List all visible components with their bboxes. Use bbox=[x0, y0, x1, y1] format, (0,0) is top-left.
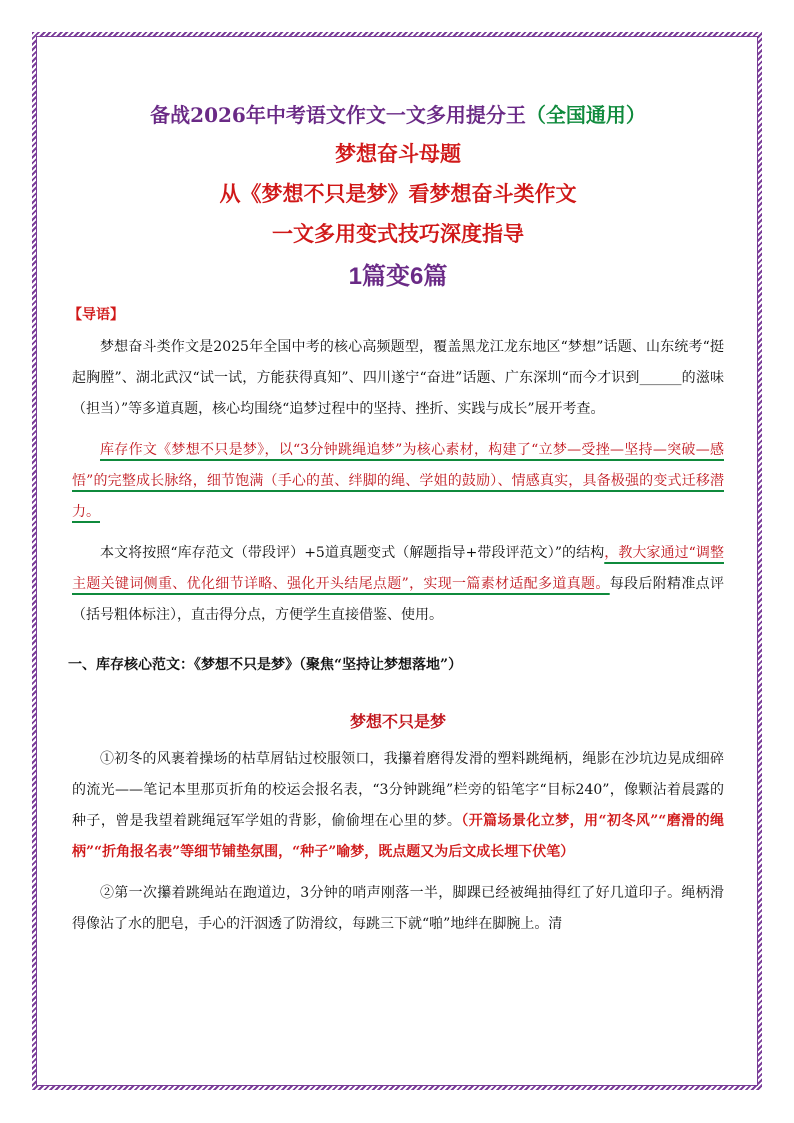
intro-paragraph-3-c: 每段后附精准点评（括号粗体标注），直击得分点，方便学生直接借鉴、使用。 bbox=[72, 576, 725, 623]
subtitle-article: 从《梦想不只是梦》看梦想奋斗类作文 bbox=[219, 181, 577, 206]
subtitle-theme: 梦想奋斗母题 bbox=[335, 141, 461, 166]
essay-title: 梦想不只是梦 bbox=[349, 712, 446, 731]
intro-paragraph-3-b: ，教大家通过“调整主题关键词侧重、优化细节详略、强化开头结尾点题”，实现一篇素材适配多道真题。 bbox=[72, 545, 724, 592]
intro-paragraph-2 bbox=[72, 435, 724, 528]
intro-tag: 【导语】 bbox=[68, 307, 124, 323]
intro-paragraph-3 bbox=[72, 538, 724, 631]
intro-paragraph-3-a: 本文将按照“库存范文（带段评）+5道真题变式（解题指导+带段评范文）”的结构 bbox=[100, 545, 605, 561]
essay-paragraph-1 bbox=[72, 744, 724, 868]
title-main: 备战2026年中考语文作文一文多用提分王 bbox=[150, 103, 526, 127]
essay-paragraph-1-text: ①初冬的风裹着操场的枯草屑钻过校服领口，我攥着磨得发滑的塑料跳绳柄，绳影在沙坑边晃成细碎的流光——笔记本里那页折角的校运会报名表，“3分钟跳绳”栏旁的铅笔字“目标240”，像颗沾着晨露的种子，曾是我望着跳绳冠军学姐的背影，偷偷埋在心里的梦。 bbox=[72, 751, 724, 829]
intro-paragraph-2-text: 库存作文《梦想不只是梦》，以“3分钟跳绳追梦”为核心素材，构建了“立梦—受挫—坚持—突破—感悟”的完整成长脉络，细节饱满（手心的茧、绊脚的绳、学姐的鼓励）、情感真实，具备极强的变式迁移潜力。 bbox=[72, 442, 724, 520]
subtitle-count: 1篇变6篇 bbox=[348, 263, 448, 290]
essay-paragraph-1-comment: （开篇场景化立梦，用“初冬风”“磨滑的绳柄”“折角报名表”等细节铺垫氛围，“种子”喻梦，既点题又为后文成长埋下伏笔） bbox=[72, 813, 724, 860]
document-title bbox=[72, 96, 724, 134]
essay-paragraph-2: ②第一次攥着跳绳站在跑道边，3分钟的哨声刚落一半，脚踝已经被绳抽得红了好几道印子。绳柄滑得像沾了水的肥皂，手心的汗洇透了防滑纹，每跳三下就“啪”地绊在脚腕上。清 bbox=[72, 885, 724, 932]
subtitle-guide: 一文多用变式技巧深度指导 bbox=[272, 221, 524, 246]
title-scope: （全国通用） bbox=[525, 103, 646, 127]
intro-paragraph-1: 梦想奋斗类作文是2025年全国中考的核心高频题型，覆盖黑龙江龙东地区“梦想”话题、山东统考“挺起胸膛”、湖北武汉“试一试，方能获得真知”、四川遂宁“奋进”话题、广东深圳“而今才识到______的滋味（担当）”等多道真题，核心均围绕“追梦过程中的坚持、挫折、实践与成长”展开考查。 bbox=[72, 339, 724, 417]
section-heading: 一、库存核心范文：《梦想不只是梦》（聚焦“坚持让梦想落地”） bbox=[68, 657, 463, 673]
document-content bbox=[68, 96, 725, 940]
